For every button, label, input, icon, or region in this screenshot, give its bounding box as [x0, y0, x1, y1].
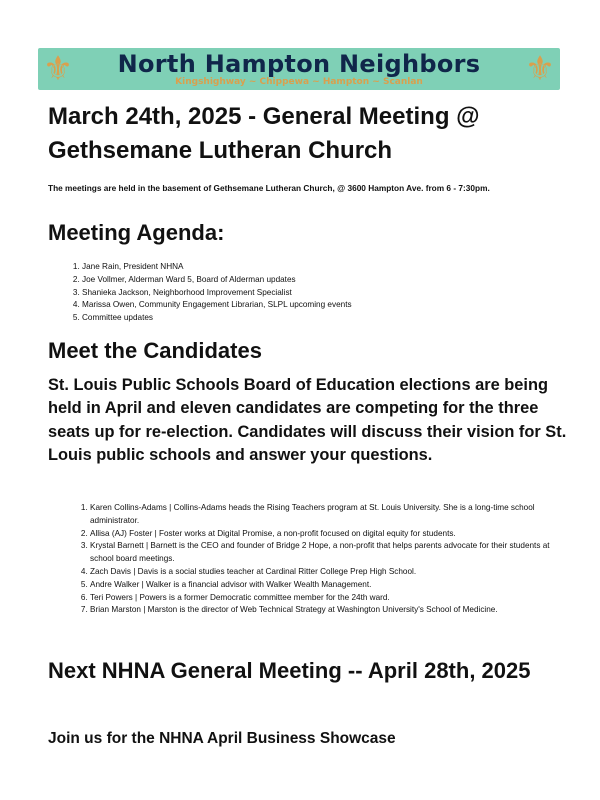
next-meeting-join: Join us for the NHNA April Business Showcase	[48, 730, 396, 747]
fleur-de-lis-icon: ⚜	[42, 50, 74, 88]
agenda-item: 3. Shanieka Jackson, Neighborhood Improvement Specialist	[82, 287, 352, 300]
candidate-item: 5. Andre Walker | Walker is a financial advisor with Walker Wealth Management.	[90, 579, 550, 592]
candidate-item: 6. Teri Powers | Powers is a former Democratic committee member for the 24th ward.	[90, 592, 550, 605]
next-meeting-heading: Next NHNA General Meeting -- April 28th, 2025	[48, 658, 531, 683]
candidate-item: 1. Karen Collins-Adams | Collins-Adams heads the Rising Teachers program at St. Louis University. She is a long-time school administrator.	[90, 502, 550, 528]
fleur-de-lis-icon: ⚜	[524, 50, 556, 88]
meeting-title: March 24th, 2025 - General Meeting @ Gethsemane Lutheran Church	[48, 103, 480, 164]
agenda-item: 2. Joe Vollmer, Alderman Ward 5, Board of Alderman updates	[82, 274, 352, 287]
candidate-item: 3. Krystal Barnett | Barnett is the CEO and founder of Bridge 2 Hope, a non-profit that helps parents advocate for their students at school board meetings.	[90, 540, 550, 566]
candidates-lead: St. Louis Public Schools Board of Education elections are being held in April and eleven candidates are competing for the three seats up for re-election. Candidates will discuss their vision for St. Louis public schools and answer your questions.	[48, 376, 567, 464]
banner-title: North Hampton Neighbors	[117, 50, 481, 78]
agenda-heading: Meeting Agenda:	[48, 220, 225, 245]
agenda-list	[68, 261, 352, 325]
agenda-item: 5. Committee updates	[82, 312, 352, 325]
banner	[38, 48, 560, 90]
agenda-item: 1. Jane Rain, President NHNA	[82, 261, 352, 274]
candidates-list	[76, 502, 550, 617]
meeting-note: The meetings are held in the basement of Gethsemane Lutheran Church, @ 3600 Hampton Ave. from 6 - 7:30pm.	[48, 183, 490, 193]
agenda-item: 4. Marissa Owen, Community Engagement Librarian, SLPL upcoming events	[82, 299, 352, 312]
banner-subtitle: Kingshighway ~ Chippewa ~ Hampton ~ Scanlan	[175, 77, 423, 87]
candidates-heading: Meet the Candidates	[48, 338, 262, 363]
candidate-item: 4. Zach Davis | Davis is a social studies teacher at Cardinal Ritter College Prep High School.	[90, 566, 550, 579]
candidate-item: 2. Allisa (AJ) Foster | Foster works at Digital Promise, a non-profit focused on digital equity for students.	[90, 528, 550, 541]
candidate-item: 7. Brian Marston | Marston is the director of Web Technical Strategy at Washington University's School of Medicine.	[90, 604, 550, 617]
